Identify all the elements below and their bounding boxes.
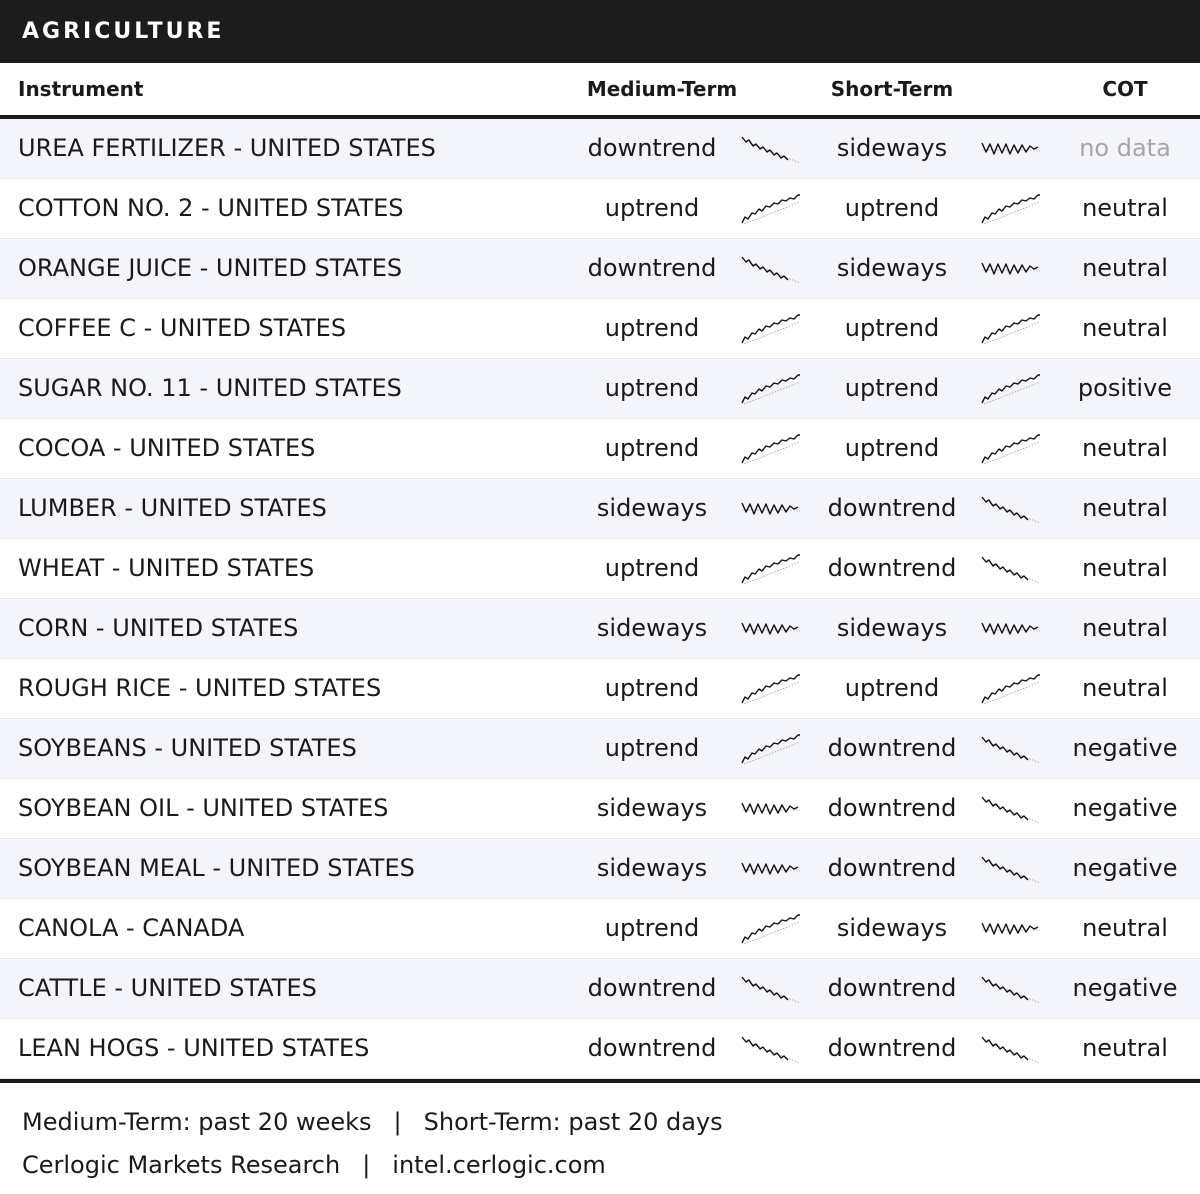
cot-signal: neutral (1082, 614, 1168, 642)
cot-signal: negative (1072, 734, 1178, 762)
medium-term-sparkline-icon (740, 913, 802, 945)
medium-term-trend: uptrend (604, 434, 700, 462)
footer-medium-note: Medium-Term: past 20 weeks (22, 1108, 372, 1136)
medium-term-trend: uptrend (604, 194, 700, 222)
short-term-sparkline-icon (980, 733, 1042, 765)
cot-signal: neutral (1082, 314, 1168, 342)
table-row (0, 119, 1200, 179)
header-medium-term: Medium-Term (586, 77, 738, 101)
cot-signal: neutral (1082, 1034, 1168, 1062)
medium-term-trend: downtrend (587, 974, 717, 1002)
medium-term-sparkline-icon (740, 313, 802, 345)
medium-term-trend: downtrend (587, 1034, 717, 1062)
short-term-sparkline-icon (980, 373, 1042, 405)
table-header (0, 63, 1200, 119)
short-term-trend: downtrend (827, 1034, 957, 1062)
table-row (0, 1019, 1200, 1079)
short-term-trend: uptrend (844, 194, 940, 222)
short-term-sparkline-icon (980, 793, 1042, 825)
short-term-trend: uptrend (844, 434, 940, 462)
medium-term-sparkline-icon (740, 733, 802, 765)
cot-signal: neutral (1082, 494, 1168, 522)
short-term-sparkline-icon (980, 553, 1042, 585)
table-row (0, 479, 1200, 539)
instrument-name: COTTON NO. 2 - UNITED STATES (18, 194, 404, 222)
medium-term-sparkline-icon (740, 613, 802, 645)
short-term-trend: uptrend (844, 314, 940, 342)
table-row (0, 659, 1200, 719)
short-term-sparkline-icon (980, 133, 1042, 165)
medium-term-sparkline-icon (740, 433, 802, 465)
short-term-trend: sideways (836, 914, 948, 942)
medium-term-sparkline-icon (740, 793, 802, 825)
instrument-name: SUGAR NO. 11 - UNITED STATES (18, 374, 402, 402)
short-term-sparkline-icon (980, 313, 1042, 345)
medium-term-trend: uptrend (604, 314, 700, 342)
short-term-sparkline-icon (980, 673, 1042, 705)
table-row (0, 179, 1200, 239)
instrument-name: CANOLA - CANADA (18, 914, 245, 942)
instrument-name: LUMBER - UNITED STATES (18, 494, 327, 522)
instrument-name: CORN - UNITED STATES (18, 614, 299, 642)
cot-signal: negative (1072, 794, 1178, 822)
medium-term-sparkline-icon (740, 253, 802, 285)
short-term-trend: downtrend (827, 854, 957, 882)
section-banner (0, 0, 1200, 63)
cot-signal: neutral (1082, 914, 1168, 942)
medium-term-trend: downtrend (587, 254, 717, 282)
short-term-sparkline-icon (980, 1033, 1042, 1065)
medium-term-sparkline-icon (740, 373, 802, 405)
medium-term-sparkline-icon (740, 1033, 802, 1065)
short-term-sparkline-icon (980, 613, 1042, 645)
cot-signal: neutral (1082, 194, 1168, 222)
instrument-name: COFFEE C - UNITED STATES (18, 314, 347, 342)
header-instrument: Instrument (18, 77, 144, 101)
footer-legend-line (22, 1101, 1200, 1144)
medium-term-sparkline-icon (740, 553, 802, 585)
cot-signal: positive (1077, 374, 1173, 402)
table-row (0, 839, 1200, 899)
medium-term-sparkline-icon (740, 133, 802, 165)
short-term-sparkline-icon (980, 913, 1042, 945)
short-term-sparkline-icon (980, 493, 1042, 525)
footer-separator: | (393, 1108, 402, 1136)
instrument-name: SOYBEANS - UNITED STATES (18, 734, 357, 762)
cot-signal: neutral (1082, 434, 1168, 462)
instrument-name: LEAN HOGS - UNITED STATES (18, 1034, 370, 1062)
medium-term-sparkline-icon (740, 973, 802, 1005)
instrument-name: ROUGH RICE - UNITED STATES (18, 674, 382, 702)
short-term-trend: sideways (836, 134, 948, 162)
cot-signal: neutral (1082, 554, 1168, 582)
short-term-sparkline-icon (980, 433, 1042, 465)
short-term-sparkline-icon (980, 973, 1042, 1005)
instrument-name: WHEAT - UNITED STATES (18, 554, 315, 582)
table-row (0, 359, 1200, 419)
table-row (0, 899, 1200, 959)
short-term-trend: uptrend (844, 674, 940, 702)
short-term-sparkline-icon (980, 853, 1042, 885)
table-row (0, 959, 1200, 1019)
medium-term-trend: sideways (596, 794, 708, 822)
short-term-trend: downtrend (827, 494, 957, 522)
short-term-trend: downtrend (827, 554, 957, 582)
short-term-trend: downtrend (827, 974, 957, 1002)
short-term-sparkline-icon (980, 193, 1042, 225)
cot-signal: no data (1079, 134, 1171, 162)
short-term-trend: sideways (836, 254, 948, 282)
section-title: AGRICULTURE (22, 19, 225, 44)
table-row (0, 419, 1200, 479)
footer-url[interactable]: intel.cerlogic.com (392, 1151, 606, 1179)
table-row (0, 719, 1200, 779)
instrument-name: ORANGE JUICE - UNITED STATES (18, 254, 403, 282)
medium-term-trend: uptrend (604, 734, 700, 762)
short-term-trend: downtrend (827, 734, 957, 762)
header-cot: COT (1102, 77, 1148, 101)
instrument-name: CATTLE - UNITED STATES (18, 974, 317, 1002)
instrument-name: SOYBEAN OIL - UNITED STATES (18, 794, 389, 822)
footer (0, 1083, 1200, 1187)
table-body (0, 119, 1200, 1079)
instrument-name: UREA FERTILIZER - UNITED STATES (18, 134, 436, 162)
short-term-trend: downtrend (827, 794, 957, 822)
table-row (0, 779, 1200, 839)
footer-source-line (22, 1144, 1200, 1187)
cot-signal: neutral (1082, 254, 1168, 282)
short-term-trend: sideways (836, 614, 948, 642)
table-row (0, 539, 1200, 599)
table-row (0, 599, 1200, 659)
instrument-name: SOYBEAN MEAL - UNITED STATES (18, 854, 415, 882)
medium-term-trend: sideways (596, 614, 708, 642)
table-row (0, 239, 1200, 299)
medium-term-sparkline-icon (740, 853, 802, 885)
medium-term-trend: uptrend (604, 914, 700, 942)
medium-term-trend: sideways (596, 494, 708, 522)
medium-term-trend: uptrend (604, 674, 700, 702)
footer-separator: | (362, 1151, 371, 1179)
short-term-sparkline-icon (980, 253, 1042, 285)
instrument-name: COCOA - UNITED STATES (18, 434, 316, 462)
cot-signal: negative (1072, 974, 1178, 1002)
footer-short-note: Short-Term: past 20 days (423, 1108, 723, 1136)
footer-source: Cerlogic Markets Research (22, 1151, 341, 1179)
short-term-trend: uptrend (844, 374, 940, 402)
medium-term-sparkline-icon (740, 493, 802, 525)
medium-term-trend: uptrend (604, 554, 700, 582)
medium-term-trend: sideways (596, 854, 708, 882)
medium-term-sparkline-icon (740, 673, 802, 705)
medium-term-trend: downtrend (587, 134, 717, 162)
cot-signal: negative (1072, 854, 1178, 882)
table-row (0, 299, 1200, 359)
header-short-term: Short-Term (830, 77, 954, 101)
cot-signal: neutral (1082, 674, 1168, 702)
medium-term-trend: uptrend (604, 374, 700, 402)
medium-term-sparkline-icon (740, 193, 802, 225)
